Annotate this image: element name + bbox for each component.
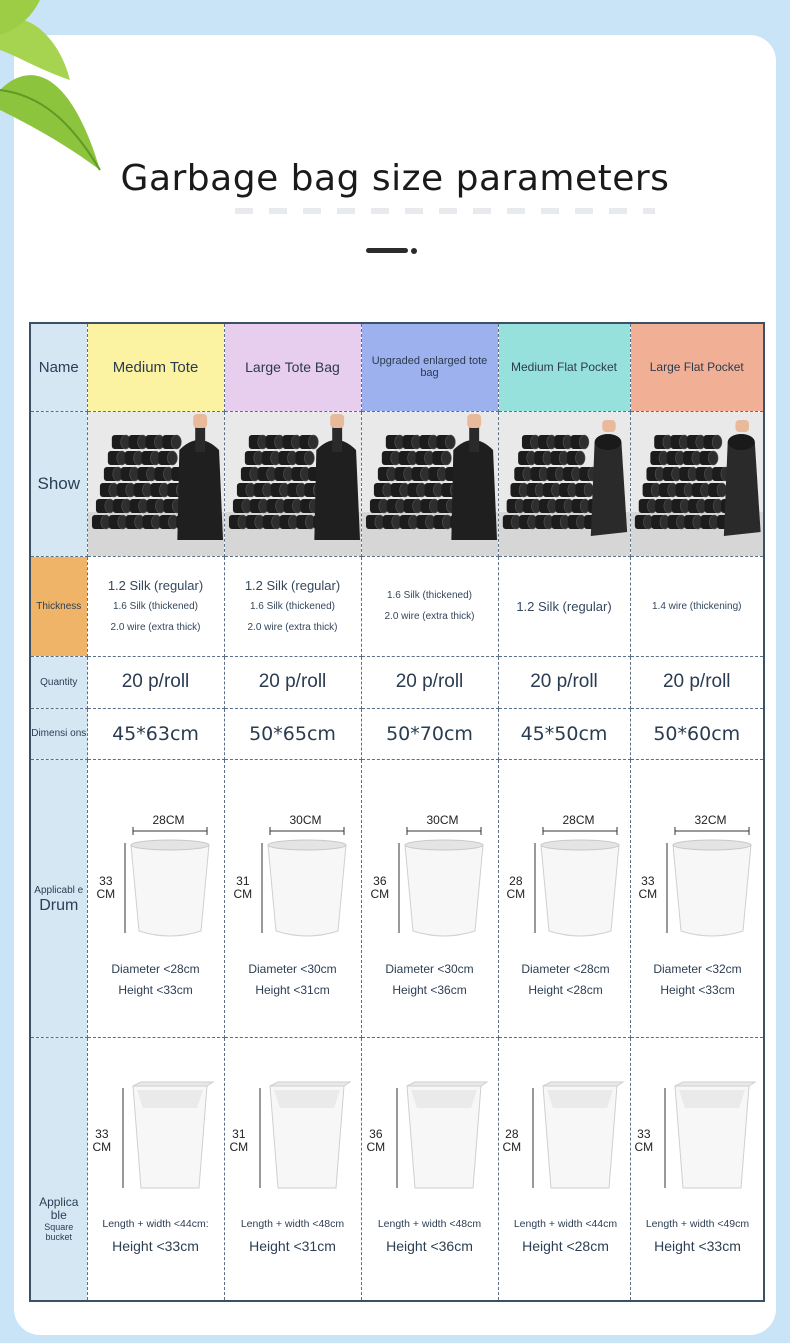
square-bucket-cell: [630, 1037, 764, 1301]
row-label-square-big: Applica ble: [39, 1194, 79, 1222]
square-length-width: Length + width <44cm:: [102, 1217, 209, 1230]
row-label-thickness: Thickness: [30, 556, 87, 656]
drum-top-measure: 30CM: [426, 813, 459, 827]
row-label-show: Show: [30, 411, 87, 556]
square-length-width: Length + width <44cm: [513, 1217, 618, 1230]
row-thickness: [30, 556, 764, 656]
thickness-option: 2.0 wire (extra thick): [384, 611, 475, 622]
square-bucket-bin-icon: [226, 1038, 360, 1300]
title-divider: [366, 248, 408, 253]
drum-diameter: Diameter <30cm: [385, 962, 474, 976]
quantity-value: 20 p/roll: [361, 656, 498, 708]
drum-diagram: [631, 763, 765, 1033]
drum-side-measure: 33 CM: [638, 874, 658, 901]
product-photo-cell: [498, 411, 630, 556]
row-applicable-drum: [30, 759, 764, 1037]
dimensions-value: 45*50cm: [498, 708, 630, 759]
quantity-value: 20 p/roll: [224, 656, 361, 708]
square-side-measure: 28 CM: [502, 1126, 522, 1154]
drum-diameter: Diameter <28cm: [521, 962, 610, 976]
dimensions-value: 50*70cm: [361, 708, 498, 759]
row-label-name: Name: [30, 323, 87, 411]
thickness-cell: [224, 556, 361, 656]
thickness-cell: [630, 556, 764, 656]
thickness-option: 1.6 Silk (thickened): [386, 590, 473, 601]
row-name: [30, 323, 764, 411]
row-label-drum-big: Drum: [39, 897, 79, 914]
square-height: Height <33cm: [654, 1237, 741, 1254]
square-bucket-diagram: [89, 1038, 223, 1300]
drum-top-measure: 32CM: [694, 813, 727, 827]
square-side-measure: 36 CM: [366, 1126, 386, 1154]
square-bucket-diagram: [363, 1038, 497, 1300]
square-bucket-bin-icon: [363, 1038, 497, 1300]
product-photo-cell: [361, 411, 498, 556]
square-side-measure: 31 CM: [229, 1126, 249, 1154]
drum-cell: [87, 759, 224, 1037]
row-label-square: [30, 1037, 87, 1301]
title-divider-dot: [411, 248, 417, 254]
thickness-option: 2.0 wire (extra thick): [110, 621, 201, 633]
row-dimensions: [30, 708, 764, 759]
size-parameter-table: [29, 322, 765, 1302]
garbage-bag-rolls-photo: [362, 412, 498, 556]
garbage-bag-rolls-photo: [88, 412, 224, 556]
square-length-width: Length + width <48cm: [377, 1217, 482, 1230]
quantity-value: 20 p/roll: [498, 656, 630, 708]
row-label-quantity: Quantity: [30, 656, 87, 708]
row-quantity: [30, 656, 764, 708]
drum-diagram: [89, 763, 223, 1033]
drum-diagram: [499, 763, 631, 1033]
drum-side-measure: 28 CM: [506, 874, 526, 901]
quantity-value: 20 p/roll: [630, 656, 764, 708]
drum-height: Height <33cm: [118, 983, 193, 997]
drum-height: Height <33cm: [660, 983, 735, 997]
drum-side-measure: 36 CM: [370, 874, 390, 901]
row-show: [30, 411, 764, 556]
thickness-option: 1.4 wire (thickening): [652, 600, 742, 612]
thickness-cell: [361, 556, 498, 656]
square-height: Height <28cm: [522, 1237, 609, 1254]
leaf-decoration: [0, 0, 110, 180]
square-bucket-bin-icon: [89, 1038, 223, 1300]
drum-diagram: [226, 763, 360, 1033]
product-name: Medium Tote: [87, 323, 224, 411]
square-side-measure: 33 CM: [634, 1126, 654, 1154]
quantity-value: 20 p/roll: [87, 656, 224, 708]
drum-cell: [630, 759, 764, 1037]
drum-diameter: Diameter <32cm: [653, 962, 742, 976]
square-height: Height <33cm: [112, 1237, 199, 1254]
drum-side-measure: 31 CM: [233, 874, 253, 901]
drum-top-measure: 28CM: [152, 813, 185, 827]
product-name: Medium Flat Pocket: [498, 323, 630, 411]
drum-top-measure: 30CM: [289, 813, 322, 827]
thickness-option: 1.2 Silk (regular): [516, 598, 612, 614]
square-bucket-diagram: [499, 1038, 631, 1300]
drum-cell: [498, 759, 630, 1037]
row-label-drum-small: Applicabl e: [34, 885, 84, 896]
thickness-option: 1.2 Silk (regular): [107, 577, 204, 593]
garbage-bag-rolls-photo: [499, 412, 630, 556]
row-label-square-small: Square bucket: [44, 1221, 74, 1242]
square-side-measure: 33 CM: [92, 1126, 112, 1154]
product-name: Upgraded enlarged tote bag: [361, 323, 498, 411]
square-bucket-diagram: [631, 1038, 765, 1300]
drum-diameter: Diameter <28cm: [111, 962, 200, 976]
square-bucket-diagram: [226, 1038, 360, 1300]
square-bucket-cell: [87, 1037, 224, 1301]
drum-height: Height <36cm: [392, 983, 467, 997]
product-photo-cell: [87, 411, 224, 556]
faded-subtitle-decoration: [235, 208, 655, 214]
drum-top-measure: 28CM: [562, 813, 595, 827]
row-label-dimensions: Dimensi ons: [30, 708, 87, 759]
product-photo-cell: [630, 411, 764, 556]
thickness-option: 2.0 wire (extra thick): [247, 621, 338, 633]
square-bucket-cell: [498, 1037, 630, 1301]
square-length-width: Length + width <48cm: [240, 1217, 345, 1230]
garbage-bag-rolls-photo: [631, 412, 764, 556]
square-height: Height <31cm: [249, 1237, 336, 1254]
square-bucket-bin-icon: [499, 1038, 631, 1300]
garbage-bag-rolls-photo: [225, 412, 361, 556]
drum-side-measure: 33 CM: [96, 874, 116, 901]
square-bucket-bin-icon: [631, 1038, 765, 1300]
drum-cell: [224, 759, 361, 1037]
page-title: Garbage bag size parameters: [120, 158, 670, 199]
drum-height: Height <28cm: [528, 983, 603, 997]
drum-diagram: [363, 763, 497, 1033]
square-bucket-cell: [224, 1037, 361, 1301]
drum-diameter: Diameter <30cm: [248, 962, 337, 976]
square-height: Height <36cm: [386, 1237, 473, 1254]
thickness-cell: [87, 556, 224, 656]
dimensions-value: 50*65cm: [224, 708, 361, 759]
thickness-option: 1.2 Silk (regular): [244, 577, 341, 593]
square-bucket-cell: [361, 1037, 498, 1301]
thickness-option: 1.6 Silk (thickened): [112, 600, 199, 612]
dimensions-value: 50*60cm: [630, 708, 764, 759]
product-photo-cell: [224, 411, 361, 556]
square-length-width: Length + width <49cm: [645, 1217, 750, 1230]
product-name: Large Flat Pocket: [630, 323, 764, 411]
product-name: Large Tote Bag: [224, 323, 361, 411]
drum-cell: [361, 759, 498, 1037]
row-applicable-square-bucket: [30, 1037, 764, 1301]
dimensions-value: 45*63cm: [87, 708, 224, 759]
thickness-option: 1.6 Silk (thickened): [249, 600, 336, 612]
row-label-drum: [30, 759, 87, 1037]
thickness-cell: [498, 556, 630, 656]
drum-height: Height <31cm: [255, 983, 330, 997]
